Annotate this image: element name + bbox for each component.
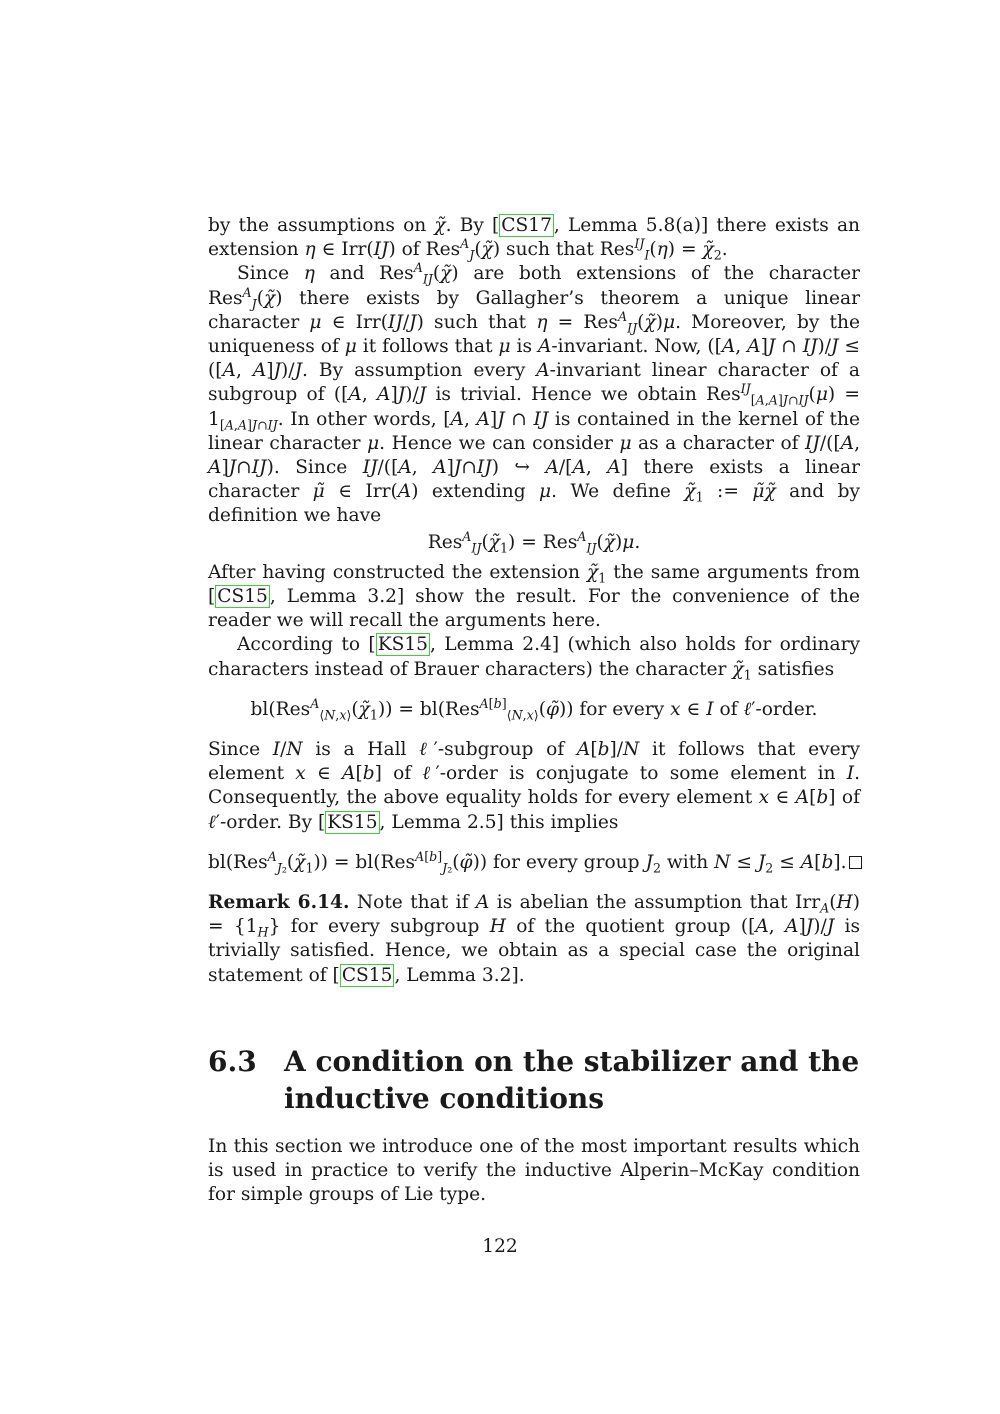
section-heading [208,1043,868,1117]
citation-link[interactable]: CS17 [501,215,552,236]
page-number: 122 [482,1236,518,1257]
paragraph: After having constructed the extension $\chĩ_1$ the same arguments from [ CS15 , Lemma 3.2] show the result. For the convenience of the reader we will recall the arguments here. [208,561,860,632]
body-text [208,214,860,988]
qed-symbol [849,856,862,869]
display-equation: $bl(Res^A_{J_2}(\chĩ_1))$ = bl(Res$^{A[b]}_{J_2}$(φ̃)) for every group $J_2$ with $N \le J_2 \le A[b]$. [208,851,860,875]
paragraph: According to [ KS15 , Lemma 2.4] (which also holds for ordinary characters instead of Brauer characters) the character $\chĩ_1$ satisfies [208,634,861,683]
paragraph: Since I/N is a Hall ℓ′-subgroup of A[b]/N it follows that every element x ∈ A[b] of ℓ′-order is conjugate to some element in I. Consequently, the above equality holds for every element x ∈ A[b] of ℓ′-order. By [ KS15 , Lemma 2.5] this implies [208,739,860,833]
paragraph: Since η and Res$^A_{IJ}$(χ̃) are both extensions of the character Res$^A_J$(χ̃) there exists by Gallagher’s theorem a unique linear character μ ∈ Irr(IJ/J) such that η = Res$^A_{IJ}$(χ̃)μ. Moreover, by the uniqueness of μ it follows that μ is A-invariant. Now, ([A, A]J ∩ IJ)/J ≤ ([A, A]J)/J. By assumption every A-invariant linear character of a subgroup of ([A, A]J)/J is trivial. Hence we obtain $Res^{IJ}_{[A,A]J\cap IJ}(\mu) = 1_{[A,A]J\cap IJ}$. In other words, [A, A]J ∩ IJ is contained in the kernel of the linear character μ. Hence we can consider μ as a character of IJ/([A, A]J∩IJ). Since IJ/([A, A]J∩IJ) ↪ A/[A, A] there exists a linear character μ̃ ∈ Irr(A) extending μ. We define $\chĩ_1$ := μ̃χ̃ and by definition we have [208,260,861,527]
section-number: 6.3 [208,1045,257,1078]
section-body [208,1135,860,1208]
citation-link[interactable]: CS15 [217,586,268,608]
citation-link[interactable]: KS15 [327,811,378,833]
display-equation: $Res^A_{IJ}(\chĩ_1)$ = Res$^A_{IJ}$(χ̃)μ. [427,528,641,556]
remark-label: Remark 6.14. [208,892,350,914]
citation-link[interactable]: KS15 [377,634,428,656]
paragraph: In this section we introduce one of the most important results which is used in practice to verify the inductive Alperin–McKay condition for simple groups of Lie type. [208,1136,860,1206]
citation-link[interactable]: CS15 [341,964,393,986]
remark-paragraph: Remark 6.14. Note that if A is abelian the assumption that $Irr_A(H) = \{1_H\}$ for every subgroup H of the quotient group ([A, A]J)/J is trivially satisfied. Hence, we obtain as a special case the original statement of [ CS15 , Lemma 3.2]. [208,892,860,986]
display-equation: $bl(Res^A_{⟨N,x⟩}(\chĩ_1))$ = bl(Res$^{A[b]}_{⟨N,x⟩}$(φ̃)) for every x ∈ I of ℓ′-order. [250,695,818,723]
paragraph: by the assumptions on χ̃. By [ CS17 , Lemma 5.8(a)] there exists an extension η ∈ Irr(IJ) of Res$^A_J$(χ̃) such that $Res^{IJ}_I(\eta) = \chĩ_2$. [208,215,861,263]
section-title: A condition on the stabilizer and the inductive conditions [284,1045,860,1115]
